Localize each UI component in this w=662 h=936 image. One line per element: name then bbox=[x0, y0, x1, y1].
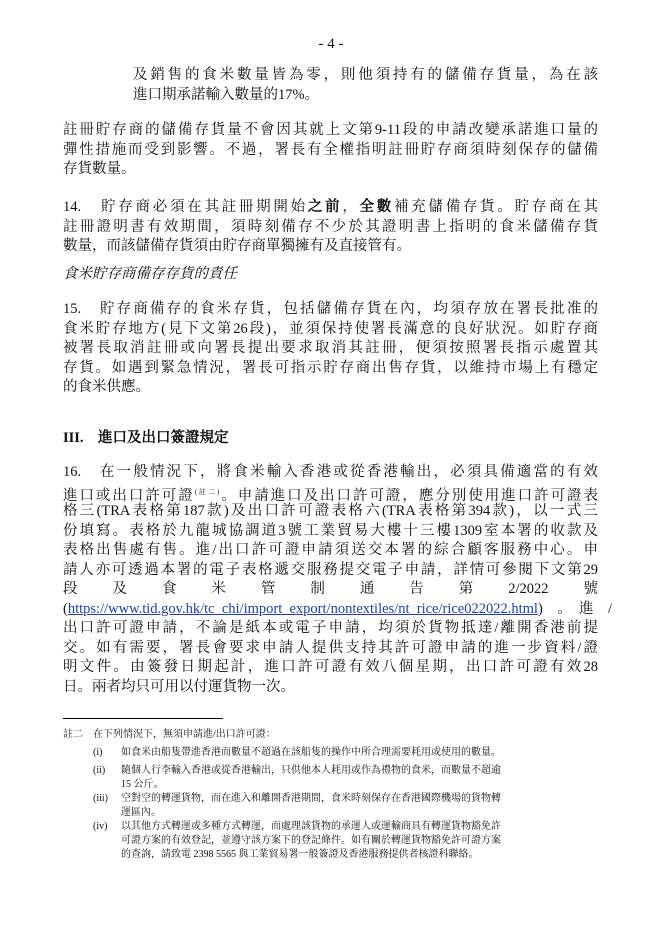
footnote-item bbox=[63, 746, 598, 760]
text-line: 日。兩者均只可用以付運貨物一次。 bbox=[63, 678, 295, 695]
footnote-line: 15 公斤。 bbox=[121, 779, 164, 790]
text-line: 交。如有需要，署長會要求申請人提供支持其許可證申請的進一步資料/證 bbox=[63, 639, 598, 656]
footnote-intro bbox=[63, 728, 598, 744]
text-line: 15. 貯存商備存的食米存貨，包括儲備存貨在內，均須存放在署長批准的 bbox=[63, 301, 598, 317]
footnote-label: 註二 bbox=[63, 729, 83, 740]
footnote-line: 的查詢，請致電 2398 5565 與工業貿易署一般簽證及香港服務提供者核證科聯絡。 bbox=[121, 849, 479, 860]
paragraph-13a-continued bbox=[133, 66, 598, 105]
footnote-line: 以其他方式轉運或多種方式轉運，而處理該貨物的承運人或運輸商具有轉運貨物豁免許 bbox=[121, 821, 501, 832]
text-line: 存貨。如遇到緊急情況，署長可指示貯存商出售存貨，以維持市場上有穩定 bbox=[63, 359, 598, 376]
text-line: 及銷售的食米數量皆為零，則他須持有的儲備存貨量，為在該 bbox=[133, 67, 598, 83]
text: ) 。 進 / bbox=[537, 600, 613, 617]
text-line: 註冊證明書有效期間，須時刻備存不少於其證明書上指明的食米儲備存貨 bbox=[63, 218, 598, 235]
footnote-item bbox=[63, 764, 598, 792]
notice-link[interactable]: https://www.tid.gov.hk/tc_chi/import_export/nontextiles/nt_rice/rice022022.html bbox=[67, 600, 538, 617]
paragraph-16 bbox=[63, 463, 613, 697]
text-line bbox=[63, 198, 598, 218]
paragraph-13b bbox=[63, 121, 598, 180]
text-line: 請人亦可透過本署的電子表格遞交服務提交電子申請，詳情可參閱下文第29 bbox=[63, 561, 598, 578]
text: ， bbox=[342, 199, 360, 215]
text-line bbox=[63, 600, 613, 620]
text: 。申請進口及出口許可證，應分別使用進口許可證表 bbox=[219, 487, 599, 504]
section-heading: III. 進口及出口簽證規定 bbox=[63, 430, 229, 446]
text-line: 彈性措施而受到影響。不過，署長有全權指明註冊貯存商須時刻保存的儲備 bbox=[63, 141, 598, 158]
text-line: 註冊貯存商的儲備存貨量不會因其就上文第9-11段的申請改變承諾進口量的 bbox=[63, 122, 598, 138]
text-line: 段 及 食 米 管 制 通 告 第 2/2022 號 bbox=[63, 581, 598, 597]
text-line: 數量，而該儲備存貨須由貯存商單獨擁有及直接管有。 bbox=[63, 238, 411, 254]
footnote-item-number: (iii) bbox=[93, 793, 108, 804]
bold-full-amount: 全數 bbox=[359, 199, 395, 215]
text-line: 份填寫。表格於九龍城協調道3號工業貿易大樓十三樓1309室本署的收款及 bbox=[63, 522, 598, 539]
footnote-line: 隨個人行李輸入香港或從香港輸出，只供他本人耗用或作為禮物的食米，而數量不超逾 bbox=[121, 765, 501, 776]
footnote-item-number: (i) bbox=[93, 747, 103, 758]
bold-before: 之前 bbox=[307, 199, 343, 215]
paragraph-15 bbox=[63, 300, 598, 398]
footnote-divider bbox=[63, 718, 223, 719]
text: 補充儲備存貨。貯存商在其 bbox=[394, 199, 599, 215]
footnote-intro-text: 在下列情況下，無須申請進/出口許可證： bbox=[93, 729, 276, 740]
text-line bbox=[63, 483, 598, 503]
text-line: 食米貯存地方(見下文第26段)，並須保持使署長滿意的良好狀況。如貯存商 bbox=[63, 320, 598, 337]
paragraph-14 bbox=[63, 198, 598, 257]
subheading: 食米貯存商備存存貨的責任 bbox=[63, 266, 237, 282]
footnote-line: 空對空的轉運貨物，而在進入和離開香港期間，食米時刻保存在香港國際機場的貨物轉 bbox=[121, 793, 501, 804]
text-line: 16. 在一般情況下，將食米輸入香港或從香港輸出，必須具備適當的有效 bbox=[63, 464, 598, 480]
footnote-item-number: (iv) bbox=[93, 821, 108, 832]
page-number: - 4 - bbox=[318, 36, 344, 52]
text: 進口或出口許可證 bbox=[63, 487, 195, 504]
text-line: 存貨數量。 bbox=[63, 161, 136, 177]
footnote-item-number: (ii) bbox=[93, 765, 106, 776]
footnote-ref[interactable]: (註二) bbox=[194, 487, 220, 496]
text-line: 被署長取消註冊或向署長提出要求取消其註冊，便須按照署長指示處置其 bbox=[63, 340, 598, 356]
text-line: 表格出售處有售。進/出口許可證申請須送交本署的綜合顧客服務中心。申 bbox=[63, 542, 598, 558]
footnote-line: 如食米由船隻帶進香港而數量不超過在該船隻的操作中所合理需要耗用或使用的數量。 bbox=[121, 747, 501, 758]
text-line: 的食米供應。 bbox=[63, 379, 150, 395]
footnote-line: 運區內。 bbox=[121, 807, 161, 818]
text-line: 明文件。由簽發日期起計，進口許可證有效八個星期，出口許可證有效28 bbox=[63, 659, 598, 675]
text: ( bbox=[63, 600, 68, 617]
text-line: 進口期承諾輸入數量的17%。 bbox=[133, 86, 320, 103]
text: 14. 貯存商必須在其註冊期開始 bbox=[63, 199, 308, 215]
footnote-item bbox=[63, 820, 598, 862]
text-line: 格三(TRA表格第187款)及出口許可證表格六(TRA表格第394款)，以一式三 bbox=[63, 503, 598, 519]
footnote-line: 可證方案的有效登記，並遵守該方案下的登記條件。如有關於轉運貨物豁免許可證方案 bbox=[121, 835, 501, 846]
text-line: 出口許可證申請，不論是紙本或電子申請，均須於貨物抵達/離開香港前提 bbox=[63, 620, 598, 636]
footnote-item bbox=[63, 792, 598, 820]
